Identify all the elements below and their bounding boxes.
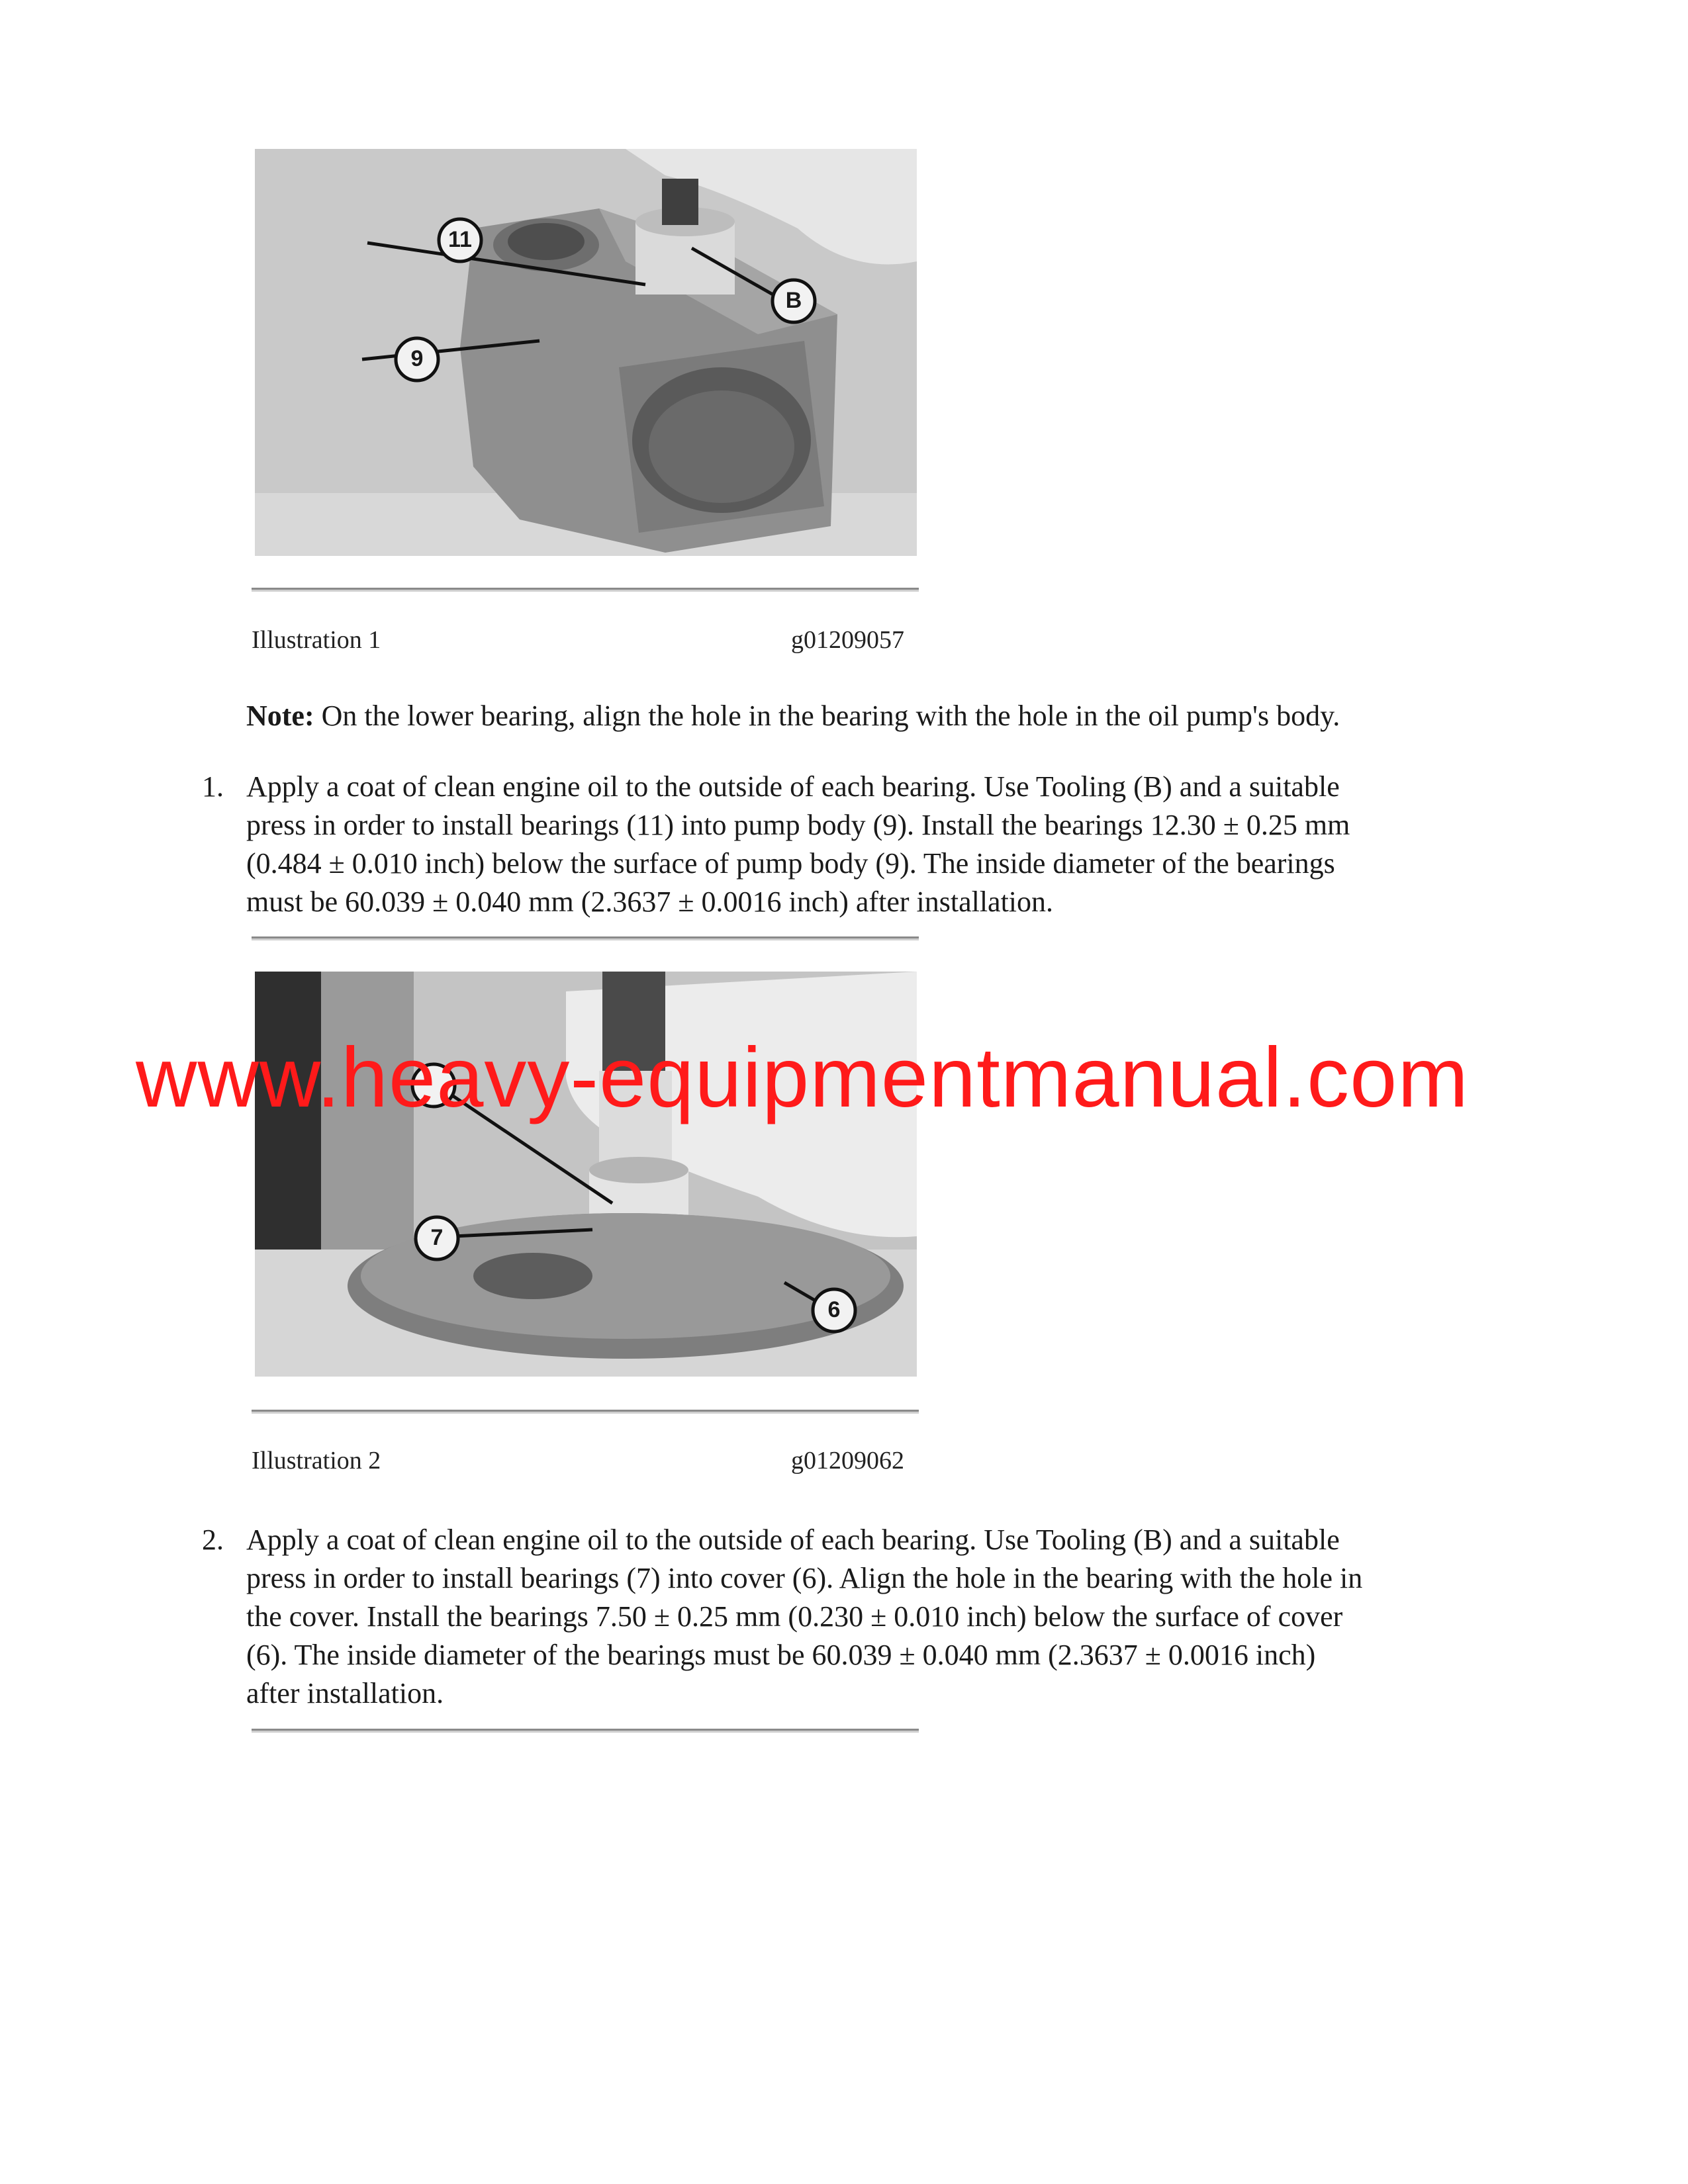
pump-body-photo (255, 149, 917, 556)
step-1-line-4: must be 60.039 ± 0.040 mm (2.3637 ± 0.0016 inch) after installation. (246, 886, 1054, 918)
step-2-line-3: the cover. Install the bearings 7.50 ± 0.25 mm (0.230 ± 0.010 inch) below the surface of cover (246, 1600, 1343, 1633)
callout-6: 6 (827, 1297, 841, 1322)
step-1-text (246, 768, 1570, 921)
illustration-1-photo (255, 149, 917, 556)
watermark-url: www.heavy-equipmentmanual.com (136, 1030, 1469, 1125)
step-1-line-3: (0.484 ± 0.010 inch) below the surface of pump body (9). The inside diameter of the bearings (246, 847, 1335, 880)
step-1-line-1: Apply a coat of clean engine oil to the outside of each bearing. Use Tooling (B) and a suitable (246, 770, 1340, 803)
illustration-1-label: Illustration 1 (252, 626, 381, 654)
callout-7: 7 (430, 1225, 444, 1250)
note-label: Note: (246, 700, 314, 732)
callout-9: 9 (410, 346, 424, 371)
step-1-line-2: press in order to install bearings (11) into pump body (9). Install the bearings 12.30 ± 0.25 mm (246, 809, 1350, 841)
step-2-text (246, 1521, 1570, 1713)
note-paragraph (246, 697, 1504, 735)
step-2-line-1: Apply a coat of clean engine oil to the outside of each bearing. Use Tooling (B) and a suitable (246, 1524, 1340, 1556)
note-text: On the lower bearing, align the hole in the bearing with the hole in the oil pump's body. (314, 700, 1340, 732)
step-2-line-4: (6). The inside diameter of the bearings must be 60.039 ± 0.040 mm (2.3637 ± 0.0016 inch) (246, 1639, 1316, 1671)
illustration-2-rule (252, 1410, 919, 1414)
callout-b: B (785, 288, 802, 313)
illustration-1-rule (252, 588, 919, 592)
illustration-2-label: Illustration 2 (252, 1447, 381, 1475)
step-1-number: 1. (202, 770, 224, 803)
callout-11: 11 (448, 227, 472, 252)
step-2-line-5: after installation. (246, 1677, 444, 1709)
illustration-2-code: g01209062 (791, 1447, 904, 1475)
illustration-1-code: g01209057 (791, 626, 904, 654)
step-1-rule (252, 936, 919, 940)
step-2-number: 2. (202, 1524, 224, 1556)
step-2-rule (252, 1729, 919, 1733)
step-2-line-2: press in order to install bearings (7) into cover (6). Align the hole in the bearing with the hole in (246, 1562, 1363, 1594)
